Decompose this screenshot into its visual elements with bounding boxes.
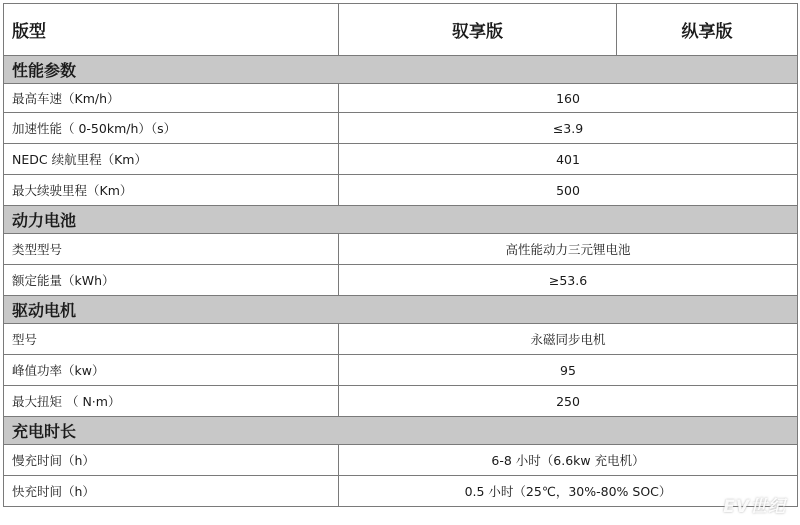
spec-value: 250	[339, 386, 798, 417]
spec-value: 0.5 小时（25℃，30%-80% SOC）	[339, 476, 798, 507]
spec-label: 最大续驶里程（Km）	[4, 175, 339, 206]
spec-row	[4, 324, 798, 355]
header-version-b: 纵享版	[617, 4, 798, 56]
spec-row	[4, 113, 798, 144]
spec-label: 最高车速（Km/h）	[4, 84, 339, 113]
spec-row	[4, 144, 798, 175]
spec-label: 快充时间（h）	[4, 476, 339, 507]
spec-value: 160	[339, 84, 798, 113]
spec-label: 类型型号	[4, 234, 339, 265]
spec-value: 高性能动力三元锂电池	[339, 234, 798, 265]
spec-value: ≤3.9	[339, 113, 798, 144]
spec-value: 永磁同步电机	[339, 324, 798, 355]
section-title: 性能参数	[4, 56, 798, 84]
spec-row	[4, 476, 798, 507]
spec-label: 型号	[4, 324, 339, 355]
spec-label: 额定能量（kWh）	[4, 265, 339, 296]
spec-label: 加速性能（ 0-50km/h）（s）	[4, 113, 339, 144]
section-title: 动力电池	[4, 206, 798, 234]
spec-label: NEDC 续航里程（Km）	[4, 144, 339, 175]
header-row	[4, 4, 798, 56]
spec-row	[4, 445, 798, 476]
spec-label: 峰值功率（kw）	[4, 355, 339, 386]
spec-row	[4, 234, 798, 265]
spec-value: 6-8 小时（6.6kw 充电机）	[339, 445, 798, 476]
section-header	[4, 417, 798, 445]
spec-row	[4, 175, 798, 206]
spec-row	[4, 355, 798, 386]
spec-row	[4, 265, 798, 296]
spec-value: ≥53.6	[339, 265, 798, 296]
spec-value: 95	[339, 355, 798, 386]
watermark-logo: EV世纪	[723, 497, 786, 517]
spec-row	[4, 386, 798, 417]
spec-table	[3, 3, 798, 507]
spec-value: 401	[339, 144, 798, 175]
section-header	[4, 296, 798, 324]
spec-value: 500	[339, 175, 798, 206]
section-title: 驱动电机	[4, 296, 798, 324]
spec-row	[4, 84, 798, 113]
spec-label: 最大扭矩 （ N·m）	[4, 386, 339, 417]
section-header	[4, 206, 798, 234]
header-version-a: 驭享版	[339, 4, 617, 56]
spec-label: 慢充时间（h）	[4, 445, 339, 476]
section-header	[4, 56, 798, 84]
header-label: 版型	[4, 4, 339, 56]
section-title: 充电时长	[4, 417, 798, 445]
